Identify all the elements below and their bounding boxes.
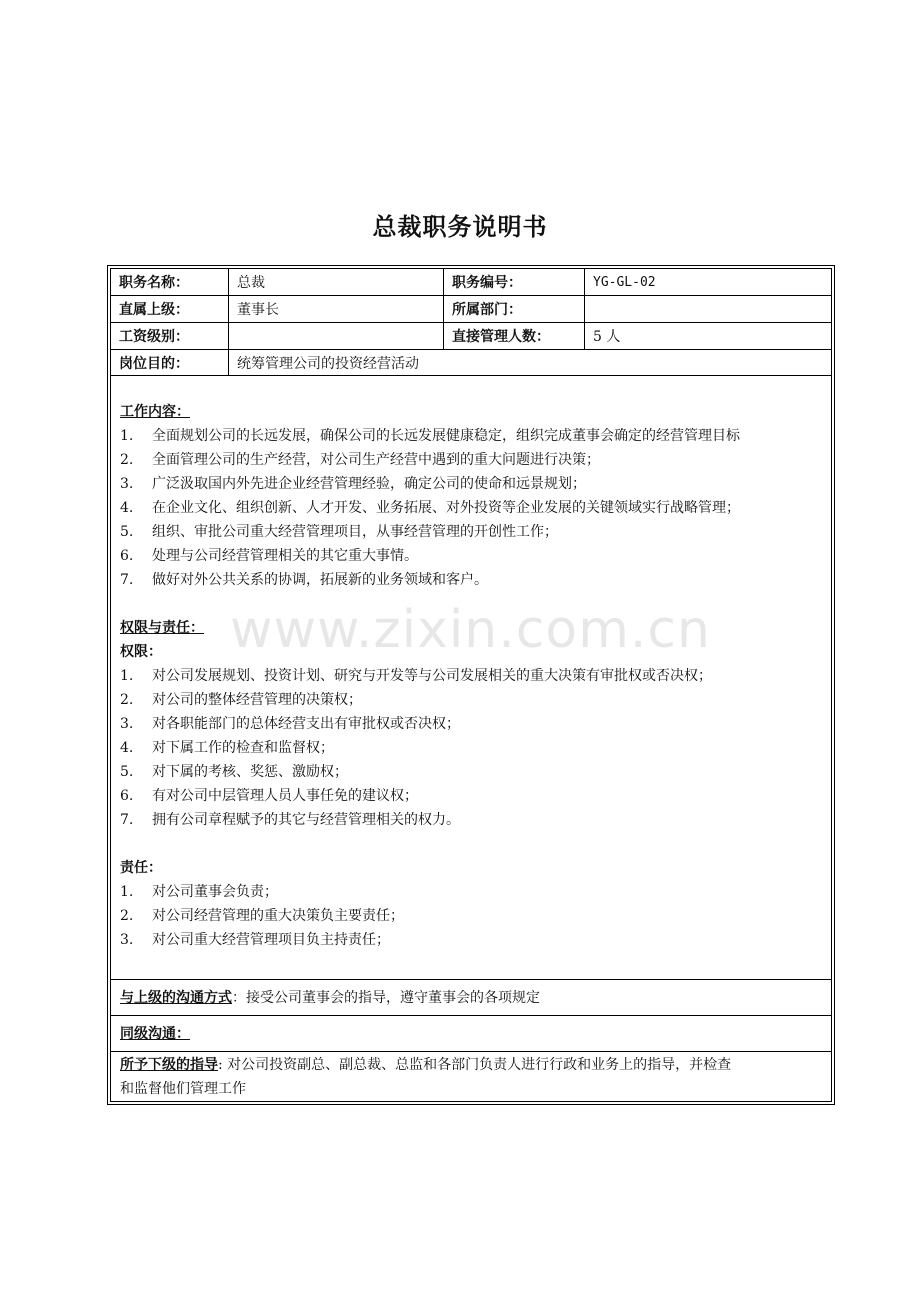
authority-heading: 权限与责任： — [120, 620, 204, 636]
list-item — [120, 808, 831, 832]
list-item-text: 广泛汲取国内外先进企业经营管理经验，确定公司的使命和远景规划； — [152, 476, 586, 492]
job-code-value: YG-GL-02 — [584, 269, 831, 295]
list-item-number: 1. — [120, 668, 134, 684]
list-item — [120, 736, 831, 760]
list-item-number: 5. — [120, 764, 134, 780]
list-item-number: 1. — [120, 884, 134, 900]
department-label: 所属部门： — [443, 296, 584, 322]
list-item — [120, 688, 831, 712]
work-heading: 工作内容： — [120, 404, 190, 420]
list-item — [120, 664, 831, 688]
list-item — [120, 568, 831, 592]
list-item-text: 对公司发展规划、投资计划、研究与开发等与公司发展相关的重大决策有审批权或否决权； — [152, 668, 712, 684]
watermark: www.zixin.com.cn — [230, 600, 711, 660]
list-item-text: 全面规划公司的长远发展，确保公司的长远发展健康稳定，组织完成董事会确定的经营管理目标 — [152, 428, 740, 444]
subordinates-value: 5 人 — [584, 323, 831, 349]
list-item — [120, 520, 831, 544]
list-item — [120, 928, 831, 952]
peer-communication-label: 同级沟通： — [120, 1025, 190, 1042]
list-item — [120, 544, 831, 568]
row-superior — [111, 296, 831, 323]
lower-guidance-label: 所予下级的指导 — [120, 1057, 218, 1073]
list-item-text: 对下属工作的检查和监督权； — [152, 740, 334, 756]
row-salary — [111, 323, 831, 350]
authority-subheading: 权限： — [120, 644, 162, 660]
list-item-number: 3. — [120, 716, 134, 732]
salary-label: 工资级别： — [119, 329, 189, 345]
list-item-number: 3. — [120, 476, 134, 492]
row-purpose — [111, 350, 831, 376]
row-upper-communication — [111, 980, 831, 1016]
job-code-label: 职务编号： — [443, 269, 584, 295]
list-item — [120, 760, 831, 784]
upper-communication-text: ：接受公司董事会的指导，遵守董事会的各项规定 — [232, 989, 540, 1006]
list-item-number: 4. — [120, 740, 134, 756]
list-item-number: 6. — [120, 788, 134, 804]
list-item-number: 3. — [120, 932, 134, 948]
purpose-label: 岗位目的： — [119, 355, 189, 372]
list-item — [120, 472, 831, 496]
work-list — [120, 424, 831, 592]
list-item — [120, 880, 831, 904]
list-item-text: 组织、审批公司重大经营管理项目，从事经营管理的开创性工作； — [152, 524, 558, 540]
authority-list — [120, 664, 831, 832]
list-item-text: 做好对外公共关系的协调，拓展新的业务领域和客户。 — [152, 572, 488, 588]
job-description-table — [110, 268, 832, 1102]
list-item-number: 4. — [120, 500, 134, 516]
list-item-text: 对公司经营管理的重大决策负主要责任； — [152, 908, 404, 924]
subordinates-label: 直接管理人数： — [443, 323, 584, 349]
list-item-number: 2. — [120, 692, 134, 708]
lower-guidance-text-1: : 对公司投资副总、副总裁、总监和各部门负责人进行行政和业务上的指导，并检查 — [218, 1057, 732, 1073]
list-item — [120, 712, 831, 736]
list-item-number: 2. — [120, 452, 134, 468]
list-item-number: 7. — [120, 572, 134, 588]
superior-label: 直属上级： — [119, 302, 189, 318]
list-item-number: 7. — [120, 812, 134, 828]
list-item-number: 6. — [120, 548, 134, 564]
list-item-number: 5. — [120, 524, 134, 540]
list-item-text: 全面管理公司的生产经营，对公司生产经营中遇到的重大问题进行决策； — [152, 452, 600, 468]
department-value — [584, 296, 831, 322]
list-item-text: 处理与公司经营管理相关的其它重大事情。 — [152, 548, 418, 564]
list-item-text: 对各职能部门的总体经营支出有审批权或否决权； — [152, 716, 460, 732]
superior-value: 董事长 — [228, 296, 443, 322]
list-item-number: 2. — [120, 908, 134, 924]
upper-communication-label: 与上级的沟通方式 — [120, 989, 232, 1006]
document-title: 总裁职务说明书 — [372, 213, 548, 241]
list-item — [120, 784, 831, 808]
responsibility-list — [120, 880, 831, 952]
list-item-text: 对公司重大经营管理项目负主持责任； — [152, 932, 390, 948]
list-item-text: 有对公司中层管理人员人事任免的建议权； — [152, 788, 418, 804]
list-item — [120, 496, 831, 520]
row-job-name — [111, 269, 831, 296]
list-item-text: 拥有公司章程赋予的其它与经营管理相关的权力。 — [152, 812, 460, 828]
list-item — [120, 424, 831, 448]
list-item-text: 对公司的整体经营管理的决策权； — [152, 692, 362, 708]
list-item — [120, 904, 831, 928]
duties-section — [111, 376, 831, 980]
list-item-text: 对下属的考核、奖惩、激励权； — [152, 764, 348, 780]
job-name-label: 职务名称： — [119, 275, 189, 291]
row-lower-guidance — [111, 1052, 831, 1101]
job-name-value: 总裁 — [228, 269, 443, 295]
row-peer-communication — [111, 1016, 831, 1052]
list-item-text: 对公司董事会负责； — [152, 884, 278, 900]
list-item-text: 在企业文化、组织创新、人才开发、业务拓展、对外投资等企业发展的关键领域实行战略管理； — [152, 500, 740, 516]
purpose-value: 统筹管理公司的投资经营活动 — [228, 350, 831, 375]
responsibility-heading: 责任： — [120, 860, 162, 876]
salary-value — [228, 323, 443, 349]
lower-guidance-text-2: 和监督他们管理工作 — [120, 1081, 246, 1097]
list-item-number: 1. — [120, 428, 134, 444]
list-item — [120, 448, 831, 472]
